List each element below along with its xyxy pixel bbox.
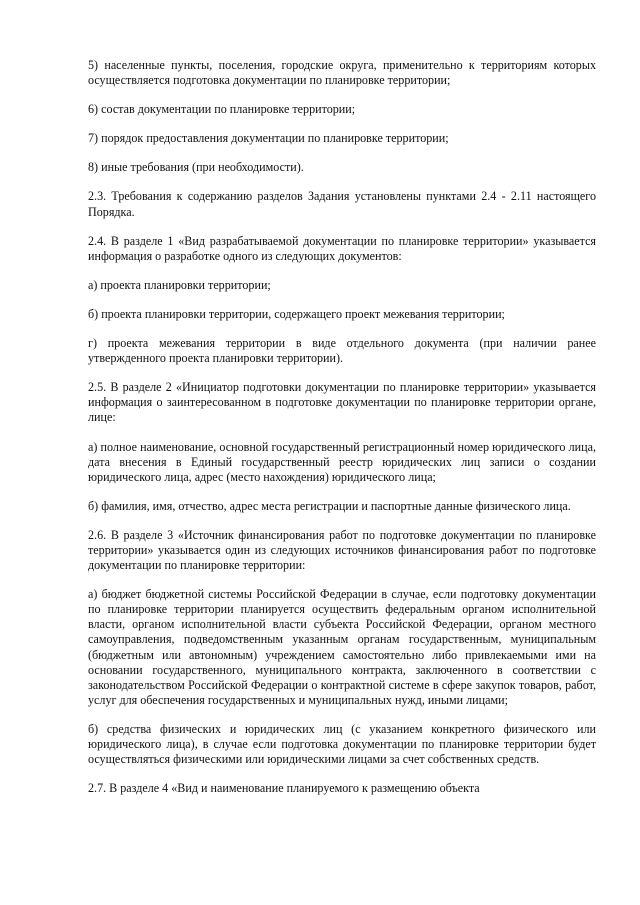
paragraph-2-4: 2.4. В разделе 1 «Вид разрабатываемой документации по планировке территории» указывается информация о разработке одного из следующих документов: (88, 233, 596, 263)
paragraph-2-5-a: а) полное наименование, основной государственный регистрационный номер юридического лица, дата внесения в Единый государственный реестр юридических лиц записи о создании юридического лица, адрес (место нахождения) юридического лица; (88, 439, 596, 484)
paragraph-2-3: 2.3. Требования к содержанию разделов Задания установлены пунктами 2.4 - 2.11 настоящего Порядка. (88, 189, 596, 219)
paragraph-2-4-a: а) проекта планировки территории; (88, 277, 271, 292)
paragraph-item-7: 7) порядок предоставления документации по планировке территории; (88, 131, 449, 146)
paragraph-2-6-b: б) средства физических и юридических лиц (с указанием конкретного физического или юридического лица), в случае если подготовка документации по планировке территории будет осуществляться физическими или юридическими лицами за счет собственных средств. (88, 721, 596, 767)
paragraph-2-7: 2.7. В разделе 4 «Вид и наименование планируемого к размещению объекта (88, 781, 480, 796)
document-page (88, 58, 596, 796)
paragraph-2-4-g: г) проекта межевания территории в виде отдельного документа (при наличии ранее утвержденного проекта планировки территории). (88, 336, 596, 366)
paragraph-item-8: 8) иные требования (при необходимости). (88, 160, 304, 175)
paragraph-2-4-b: б) проекта планировки территории, содержащего проект межевания территории; (88, 306, 505, 321)
paragraph-2-5: 2.5. В разделе 2 «Инициатор подготовки документации по планировке территории» указывается информация о заинтересованном в подготовке документации по планировке территории органе, лице: (88, 380, 596, 425)
paragraph-2-6: 2.6. В разделе 3 «Источник финансирования работ по подготовке документации по планировке территории» указывается один из следующих источников финансирования работ по подготовке документации по планировке территории: (88, 527, 596, 573)
paragraph-item-6: 6) состав документации по планировке территории; (88, 102, 356, 117)
paragraph-2-6-a: а) бюджет бюджетной системы Российской Федерации в случае, если подготовку документации по планировке территории планируется осуществить федеральным органом исполнительной власти, органом исполнительной власти субъекта Российской Федерации, органом местного самоуправления, подведомственным указанным органам государственным, муниципальным (бюджетным или автономным) учреждением самостоятельно либо привлекаемыми ими на основании государственного, муниципального контракта, заключенного в соответствии с законодательством Российской Федерации о контрактной системе в сфере закупок товаров, работ, услуг для обеспечения государственных и муниципальных нужд, иными лицами; (88, 587, 596, 707)
paragraph-2-5-b: б) фамилия, имя, отчество, адрес места регистрации и паспортные данные физического лица. (88, 498, 571, 513)
paragraph-item-5: 5) населенные пункты, поселения, городские округа, применительно к территориям которых осуществляется подготовка документации по планировке территории; (88, 58, 596, 88)
